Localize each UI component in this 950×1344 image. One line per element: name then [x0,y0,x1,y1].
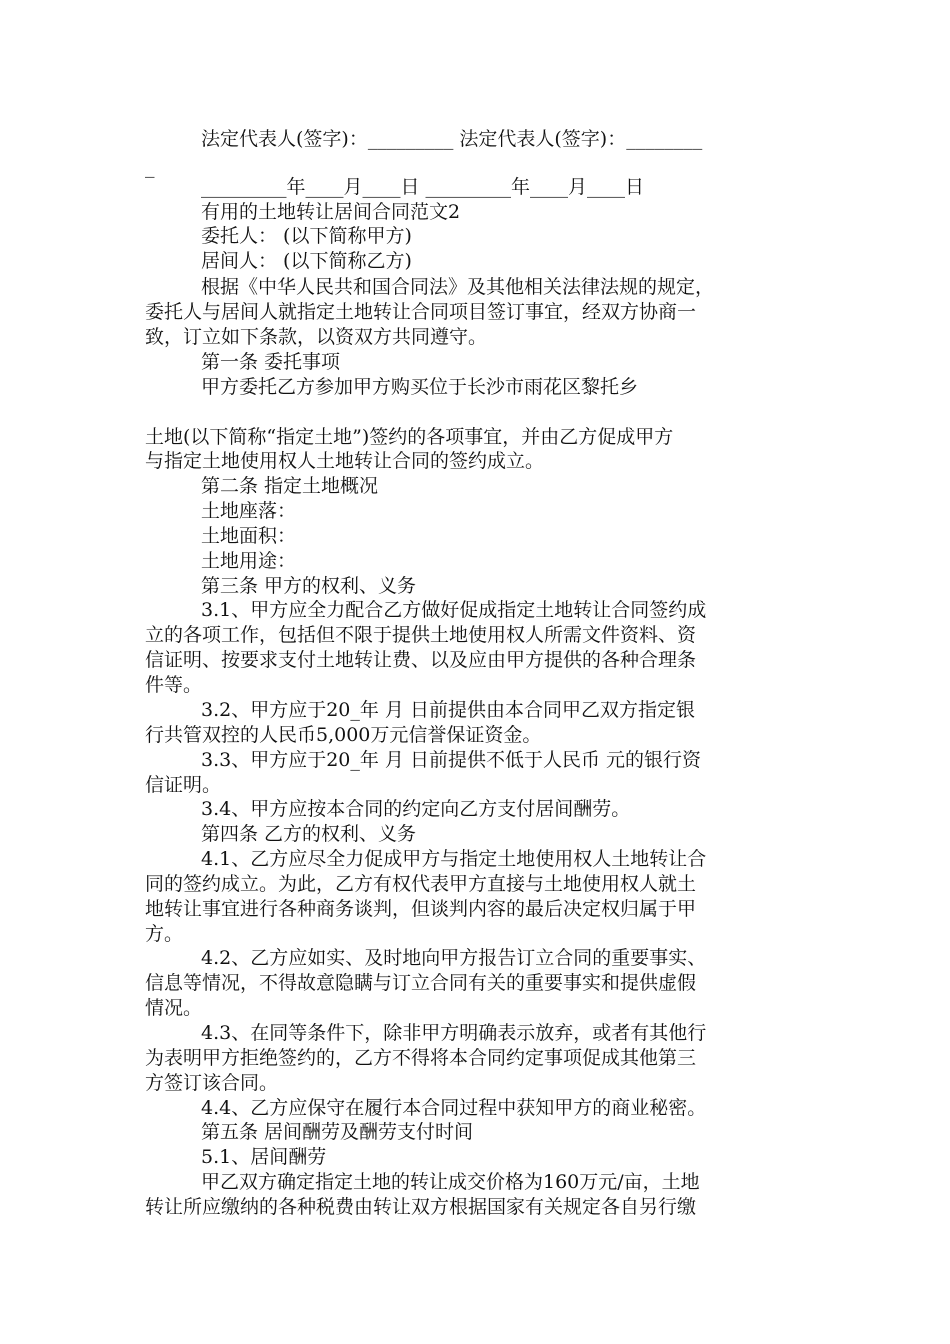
field-label: 土地用途： [201,550,297,572]
clause-line: 3.2、甲方应于20_年 月 日前提供由本合同甲乙双方指定银 [201,699,695,721]
paragraph-line: 致，订立如下条款，以资双方共同遵守。 [145,326,488,348]
section-heading: 第一条 委托事项 [201,351,341,373]
signature-line: 法定代表人(签字)：_________ 法定代表人(签字)：________ [201,128,703,150]
party-intermediary: 居间人： (以下简称乙方) [201,250,412,272]
section-heading: 第二条 指定土地概况 [201,475,379,497]
clause-line: 立的各项工作，包括但不限于提供土地使用权人所需文件资料、资 [145,624,697,646]
clause-line: 情况。 [145,997,203,1019]
field-label: 土地座落： [201,500,297,522]
party-entrustor: 委托人： (以下简称甲方) [201,225,412,247]
clause-line: 信息等情况，不得故意隐瞒与订立合同有关的重要事实和提供虚假 [145,972,697,994]
clause-line: 4.4、乙方应保守在履行本合同过程中获知甲方的商业秘密。 [201,1097,707,1119]
field-label: 土地面积： [201,525,297,547]
paragraph-line: 土地(以下简称“指定土地”)签约的各项事宜，并由乙方促成甲方 [145,426,674,448]
paragraph-line: 根据《中华人民共和国合同法》及其他相关法律法规的规定， [201,276,715,298]
clause-line: 件等。 [145,674,203,696]
clause-line: 地转让事宜进行各种商务谈判，但谈判内容的最后决定权归属于甲 [145,898,697,920]
section-heading: 第四条 乙方的权利、义务 [201,823,417,845]
section-heading: 第三条 甲方的权利、义务 [201,575,417,597]
clause-line: 3.4、甲方应按本合同的约定向乙方支付居间酬劳。 [201,798,631,820]
clause-line: 信证明。 [145,774,222,796]
paragraph-line: 与指定土地使用权人土地转让合同的签约成立。 [145,450,545,472]
clause-line: 方。 [145,923,184,945]
clause-line: 行共管双控的人民币5,000万元信誉保证资金。 [145,724,542,746]
clause-line: 5.1、居间酬劳 [201,1146,327,1168]
signature-line-continuation: _ [145,156,155,178]
clause-line: 4.2、乙方应如实、及时地向甲方报告订立合同的重要事实、 [201,947,707,969]
clause-line: 转让所应缴纳的各种税费由转让双方根据国家有关规定各自另行缴 [145,1196,697,1218]
clause-line: 3.1、甲方应全力配合乙方做好促成指定土地转让合同签约成 [201,599,707,621]
section-heading: 第五条 居间酬劳及酬劳支付时间 [201,1121,474,1143]
paragraph-line: 甲方委托乙方参加甲方购买位于长沙市雨花区黎托乡 [201,376,639,398]
paragraph-line: 委托人与居间人就指定土地转让合同项目签订事宜，经双方协商一 [145,301,697,323]
clause-line: 方签订该合同。 [145,1072,279,1094]
clause-line: 同的签约成立。为此，乙方有权代表甲方直接与土地使用权人就土 [145,873,697,895]
clause-line: 为表明甲方拒绝签约的，乙方不得将本合同约定事项促成其他第三 [145,1047,697,1069]
document-title: 有用的土地转让居间合同范文2 [201,201,461,223]
clause-line: 4.3、在同等条件下，除非甲方明确表示放弃，或者有其他行 [201,1022,707,1044]
clause-line: 3.3、甲方应于20_年 月 日前提供不低于人民币 元的银行资 [201,749,702,771]
clause-line: 甲乙双方确定指定土地的转让成交价格为160万元/亩，土地 [201,1171,700,1193]
clause-line: 4.1、乙方应尽全力促成甲方与指定土地使用权人土地转让合 [201,848,707,870]
date-line: _________年____月____日 _________年____月____日 [201,176,645,198]
clause-line: 信证明、按要求支付土地转让费、以及应由甲方提供的各种合理条 [145,649,697,671]
